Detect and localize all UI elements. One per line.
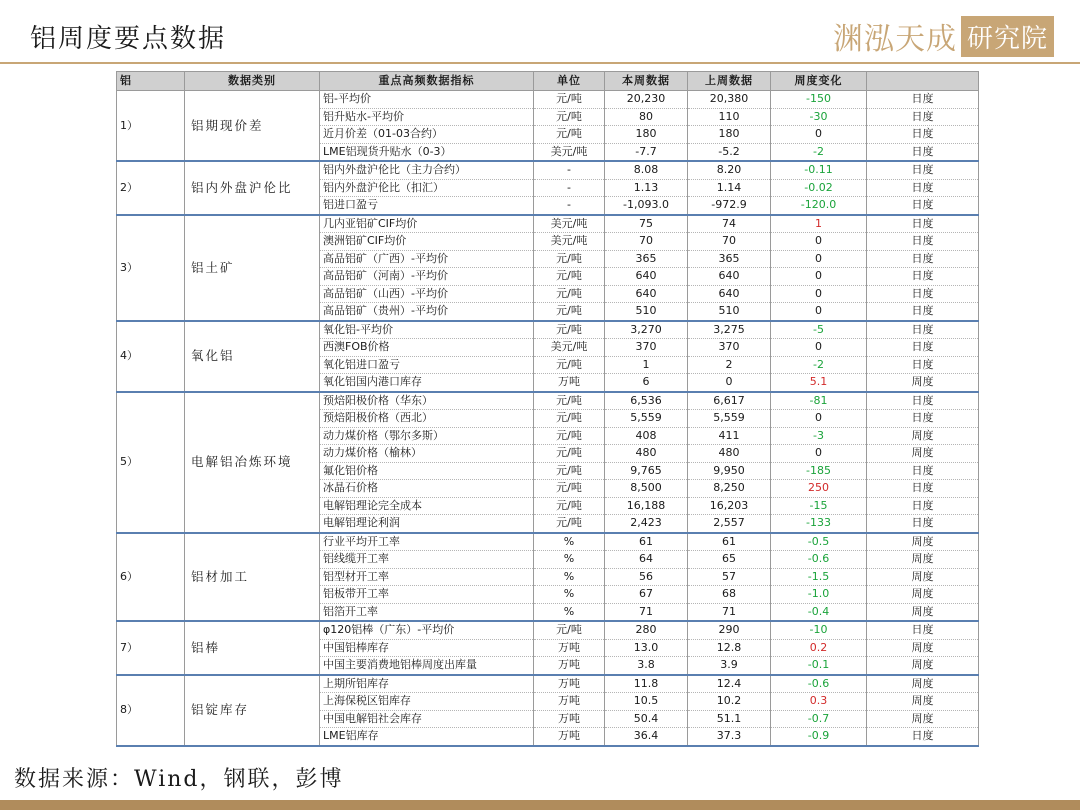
weekly-change: -0.02 [771,179,867,197]
current-week-value: 20,230 [605,91,688,109]
current-week-value: 71 [605,603,688,621]
group-index: 2） [117,161,185,215]
indicator-name: 预焙阳极价格（西北） [320,410,534,428]
previous-week-value: 68 [688,586,771,604]
previous-week-value: 65 [688,551,771,569]
frequency-cell: 日度 [867,480,979,498]
frequency-cell: 周度 [867,603,979,621]
current-week-value: 6 [605,374,688,392]
unit-cell: % [534,551,605,569]
frequency-cell: 日度 [867,285,979,303]
previous-week-value: 16,203 [688,497,771,515]
weekly-change: 0 [771,445,867,463]
current-week-value: 6,536 [605,392,688,410]
frequency-cell: 周度 [867,445,979,463]
previous-week-value: 290 [688,621,771,639]
previous-week-value: 411 [688,427,771,445]
current-week-value: 11.8 [605,675,688,693]
indicator-name: 中国电解铝社会库存 [320,710,534,728]
indicator-name: 高品铝矿（山西）-平均价 [320,285,534,303]
frequency-cell: 日度 [867,621,979,639]
weekly-change: 0 [771,303,867,321]
frequency-cell: 日度 [867,303,979,321]
frequency-cell: 日度 [867,356,979,374]
frequency-cell: 周度 [867,533,979,551]
current-week-value: 80 [605,108,688,126]
group-index: 6） [117,533,185,622]
group-index: 7） [117,621,185,675]
table-row [117,161,979,179]
indicator-name: 近月价差（01-03合约） [320,126,534,144]
weekly-change: -0.11 [771,161,867,179]
unit-cell: 元/吨 [534,321,605,339]
unit-cell: 万吨 [534,639,605,657]
weekly-change: -1.0 [771,586,867,604]
frequency-cell: 日度 [867,91,979,109]
weekly-change: -133 [771,515,867,533]
previous-week-value: 8,250 [688,480,771,498]
indicator-name: 中国主要消费地铝棒周度出库量 [320,657,534,675]
current-week-value: 408 [605,427,688,445]
indicator-name: 行业平均开工率 [320,533,534,551]
frequency-cell: 日度 [867,161,979,179]
indicator-name: 铝进口盈亏 [320,197,534,215]
weekly-change: 0 [771,285,867,303]
weekly-change: -10 [771,621,867,639]
current-week-value: 10.5 [605,693,688,711]
current-week-value: 56 [605,568,688,586]
current-week-value: 3.8 [605,657,688,675]
unit-cell: 元/吨 [534,268,605,286]
group-index: 1） [117,91,185,162]
column-header: 重点高频数据指标 [320,72,534,91]
indicator-name: 几内亚铝矿CIF均价 [320,215,534,233]
weekly-change: 0.2 [771,639,867,657]
weekly-change: -81 [771,392,867,410]
frequency-cell: 日度 [867,215,979,233]
weekly-change: -0.7 [771,710,867,728]
weekly-change: -0.1 [771,657,867,675]
group-category: 电解铝冶炼环境 [185,392,320,533]
weekly-change: -0.6 [771,675,867,693]
frequency-cell: 周度 [867,568,979,586]
unit-cell: 万吨 [534,728,605,746]
unit-cell: 元/吨 [534,497,605,515]
group-index: 3） [117,215,185,321]
weekly-change: -150 [771,91,867,109]
unit-cell: - [534,161,605,179]
unit-cell: 美元/吨 [534,215,605,233]
unit-cell: 元/吨 [534,515,605,533]
weekly-change: 0 [771,339,867,357]
indicator-name: 铝线缆开工率 [320,551,534,569]
current-week-value: 1 [605,356,688,374]
unit-cell: % [534,586,605,604]
brand-logo [833,14,1054,58]
table-row [117,91,979,109]
unit-cell: % [534,603,605,621]
previous-week-value: 8.20 [688,161,771,179]
group-category: 氧化铝 [185,321,320,392]
weekly-change: 0.3 [771,693,867,711]
indicator-name: 氧化铝进口盈亏 [320,356,534,374]
weekly-change: -3 [771,427,867,445]
weekly-change: -185 [771,462,867,480]
current-week-value: 61 [605,533,688,551]
weekly-change: 0 [771,233,867,251]
current-week-value: 64 [605,551,688,569]
frequency-cell: 日度 [867,250,979,268]
current-week-value: 16,188 [605,497,688,515]
indicator-name: 西澳FOB价格 [320,339,534,357]
frequency-cell: 日度 [867,197,979,215]
indicator-name: 电解铝理论利润 [320,515,534,533]
footer-bar [0,800,1080,810]
table-body [117,91,979,746]
weekly-change: -2 [771,143,867,161]
frequency-cell: 日度 [867,126,979,144]
unit-cell: 元/吨 [534,427,605,445]
unit-cell: 元/吨 [534,303,605,321]
previous-week-value: 510 [688,303,771,321]
frequency-cell: 日度 [867,143,979,161]
weekly-change: -0.9 [771,728,867,746]
previous-week-value: 6,617 [688,392,771,410]
previous-week-value: 2 [688,356,771,374]
current-week-value: 2,423 [605,515,688,533]
table-row [117,675,979,693]
unit-cell: 元/吨 [534,480,605,498]
previous-week-value: 180 [688,126,771,144]
weekly-change: -1.5 [771,568,867,586]
unit-cell: 元/吨 [534,621,605,639]
column-header: 上周数据 [688,72,771,91]
unit-cell: 元/吨 [534,410,605,428]
unit-cell: 元/吨 [534,91,605,109]
indicator-name: 高品铝矿（贵州）-平均价 [320,303,534,321]
current-week-value: 640 [605,285,688,303]
indicator-name: 铝升贴水-平均价 [320,108,534,126]
previous-week-value: 640 [688,285,771,303]
current-week-value: 370 [605,339,688,357]
previous-week-value: 61 [688,533,771,551]
indicator-name: 高品铝矿（广西）-平均价 [320,250,534,268]
unit-cell: - [534,179,605,197]
indicator-name: 氟化铝价格 [320,462,534,480]
indicator-name: 冰晶石价格 [320,480,534,498]
current-week-value: 67 [605,586,688,604]
unit-cell: 万吨 [534,675,605,693]
weekly-change: 5.1 [771,374,867,392]
indicator-name: 氧化铝-平均价 [320,321,534,339]
indicator-name: 铝板带开工率 [320,586,534,604]
previous-week-value: 640 [688,268,771,286]
table-row [117,321,979,339]
previous-week-value: 37.3 [688,728,771,746]
weekly-change: 250 [771,480,867,498]
data-source-note: 数据来源：Wind，钢联，彭博 [14,767,344,792]
unit-cell: 元/吨 [534,250,605,268]
frequency-cell: 日度 [867,497,979,515]
weekly-change: -0.4 [771,603,867,621]
indicator-name: 动力煤价格（鄂尔多斯） [320,427,534,445]
previous-week-value: 5,559 [688,410,771,428]
current-week-value: -7.7 [605,143,688,161]
group-category: 铝内外盘沪伦比 [185,161,320,215]
previous-week-value: 3.9 [688,657,771,675]
unit-cell: - [534,197,605,215]
frequency-cell: 日度 [867,728,979,746]
unit-cell: 元/吨 [534,126,605,144]
frequency-cell: 日度 [867,392,979,410]
weekly-change: -5 [771,321,867,339]
weekly-change: 0 [771,250,867,268]
group-category: 铝材加工 [185,533,320,622]
frequency-cell: 日度 [867,410,979,428]
previous-week-value: 365 [688,250,771,268]
previous-week-value: 74 [688,215,771,233]
current-week-value: 70 [605,233,688,251]
unit-cell: 美元/吨 [534,233,605,251]
current-week-value: 13.0 [605,639,688,657]
indicator-name: LME铝现货升贴水（0-3） [320,143,534,161]
weekly-change: -2 [771,356,867,374]
indicator-name: 铝型材开工率 [320,568,534,586]
previous-week-value: 51.1 [688,710,771,728]
indicator-name: 氧化铝国内港口库存 [320,374,534,392]
logo-text: 渊泓天成 [832,22,957,57]
previous-week-value: 12.4 [688,675,771,693]
indicator-name: 电解铝理论完全成本 [320,497,534,515]
frequency-cell: 日度 [867,179,979,197]
table-header-row [117,72,979,91]
current-week-value: -1,093.0 [605,197,688,215]
indicator-name: LME铝库存 [320,728,534,746]
current-week-value: 1.13 [605,179,688,197]
previous-week-value: 110 [688,108,771,126]
table-row [117,215,979,233]
previous-week-value: 9,950 [688,462,771,480]
unit-cell: % [534,533,605,551]
aluminum-weekly-table [116,71,979,747]
previous-week-value: 480 [688,445,771,463]
data-table-container [116,71,978,747]
frequency-cell: 日度 [867,339,979,357]
column-header: 本周数据 [605,72,688,91]
group-category: 铝锭库存 [185,675,320,746]
current-week-value: 50.4 [605,710,688,728]
group-category: 铝期现价差 [185,91,320,162]
previous-week-value: 70 [688,233,771,251]
previous-week-value: 57 [688,568,771,586]
frequency-cell: 日度 [867,321,979,339]
frequency-cell: 周度 [867,374,979,392]
current-week-value: 9,765 [605,462,688,480]
weekly-change: -15 [771,497,867,515]
unit-cell: 美元/吨 [534,143,605,161]
group-category: 铝土矿 [185,215,320,321]
weekly-change: 1 [771,215,867,233]
indicator-name: 预焙阳极价格（华东） [320,392,534,410]
current-week-value: 5,559 [605,410,688,428]
frequency-cell: 日度 [867,462,979,480]
previous-week-value: 71 [688,603,771,621]
indicator-name: 上海保税区铝库存 [320,693,534,711]
logo-box: 研究院 [961,16,1054,57]
indicator-name: 高品铝矿（河南）-平均价 [320,268,534,286]
indicator-name: 铝-平均价 [320,91,534,109]
group-category: 铝棒 [185,621,320,675]
weekly-change: 0 [771,410,867,428]
weekly-change: -0.6 [771,551,867,569]
previous-week-value: 10.2 [688,693,771,711]
previous-week-value: 3,275 [688,321,771,339]
indicator-name: 中国铝棒库存 [320,639,534,657]
current-week-value: 510 [605,303,688,321]
current-week-value: 280 [605,621,688,639]
unit-cell: 元/吨 [534,108,605,126]
column-header: 周度变化 [771,72,867,91]
weekly-change: -120.0 [771,197,867,215]
unit-cell: 美元/吨 [534,339,605,357]
table-row [117,533,979,551]
frequency-cell: 周度 [867,586,979,604]
indicator-name: 铝箔开工率 [320,603,534,621]
indicator-name: φ120铝棒（广东）-平均价 [320,621,534,639]
current-week-value: 3,270 [605,321,688,339]
previous-week-value: -5.2 [688,143,771,161]
unit-cell: 元/吨 [534,392,605,410]
frequency-cell: 周度 [867,657,979,675]
unit-cell: 万吨 [534,693,605,711]
previous-week-value: 0 [688,374,771,392]
unit-cell: 万吨 [534,374,605,392]
current-week-value: 365 [605,250,688,268]
indicator-name: 铝内外盘沪伦比（扣汇） [320,179,534,197]
previous-week-value: 370 [688,339,771,357]
current-week-value: 8,500 [605,480,688,498]
table-row [117,621,979,639]
current-week-value: 640 [605,268,688,286]
frequency-cell: 周度 [867,639,979,657]
group-index: 4） [117,321,185,392]
header-divider [0,62,1080,64]
page-title: 铝周度要点数据 [30,24,227,54]
unit-cell: 元/吨 [534,462,605,480]
current-week-value: 180 [605,126,688,144]
column-header: 数据类别 [185,72,320,91]
weekly-change: -30 [771,108,867,126]
indicator-name: 铝内外盘沪伦比（主力合约） [320,161,534,179]
weekly-change: 0 [771,268,867,286]
indicator-name: 动力煤价格（榆林） [320,445,534,463]
frequency-cell: 周度 [867,675,979,693]
weekly-change: -0.5 [771,533,867,551]
indicator-name: 上期所铝库存 [320,675,534,693]
frequency-cell: 日度 [867,233,979,251]
unit-cell: 万吨 [534,657,605,675]
frequency-cell: 周度 [867,427,979,445]
previous-week-value: 2,557 [688,515,771,533]
column-header [867,72,979,91]
indicator-name: 澳洲铝矿CIF均价 [320,233,534,251]
previous-week-value: 12.8 [688,639,771,657]
column-header: 铝 [117,72,185,91]
unit-cell: 元/吨 [534,285,605,303]
frequency-cell: 周度 [867,551,979,569]
frequency-cell: 周度 [867,710,979,728]
current-week-value: 8.08 [605,161,688,179]
previous-week-value: 1.14 [688,179,771,197]
unit-cell: % [534,568,605,586]
current-week-value: 36.4 [605,728,688,746]
frequency-cell: 周度 [867,693,979,711]
previous-week-value: -972.9 [688,197,771,215]
unit-cell: 元/吨 [534,445,605,463]
group-index: 5） [117,392,185,533]
weekly-change: 0 [771,126,867,144]
frequency-cell: 日度 [867,515,979,533]
previous-week-value: 20,380 [688,91,771,109]
current-week-value: 75 [605,215,688,233]
table-row [117,392,979,410]
unit-cell: 万吨 [534,710,605,728]
current-week-value: 480 [605,445,688,463]
column-header: 单位 [534,72,605,91]
group-index: 8） [117,675,185,746]
frequency-cell: 日度 [867,268,979,286]
frequency-cell: 日度 [867,108,979,126]
unit-cell: 元/吨 [534,356,605,374]
